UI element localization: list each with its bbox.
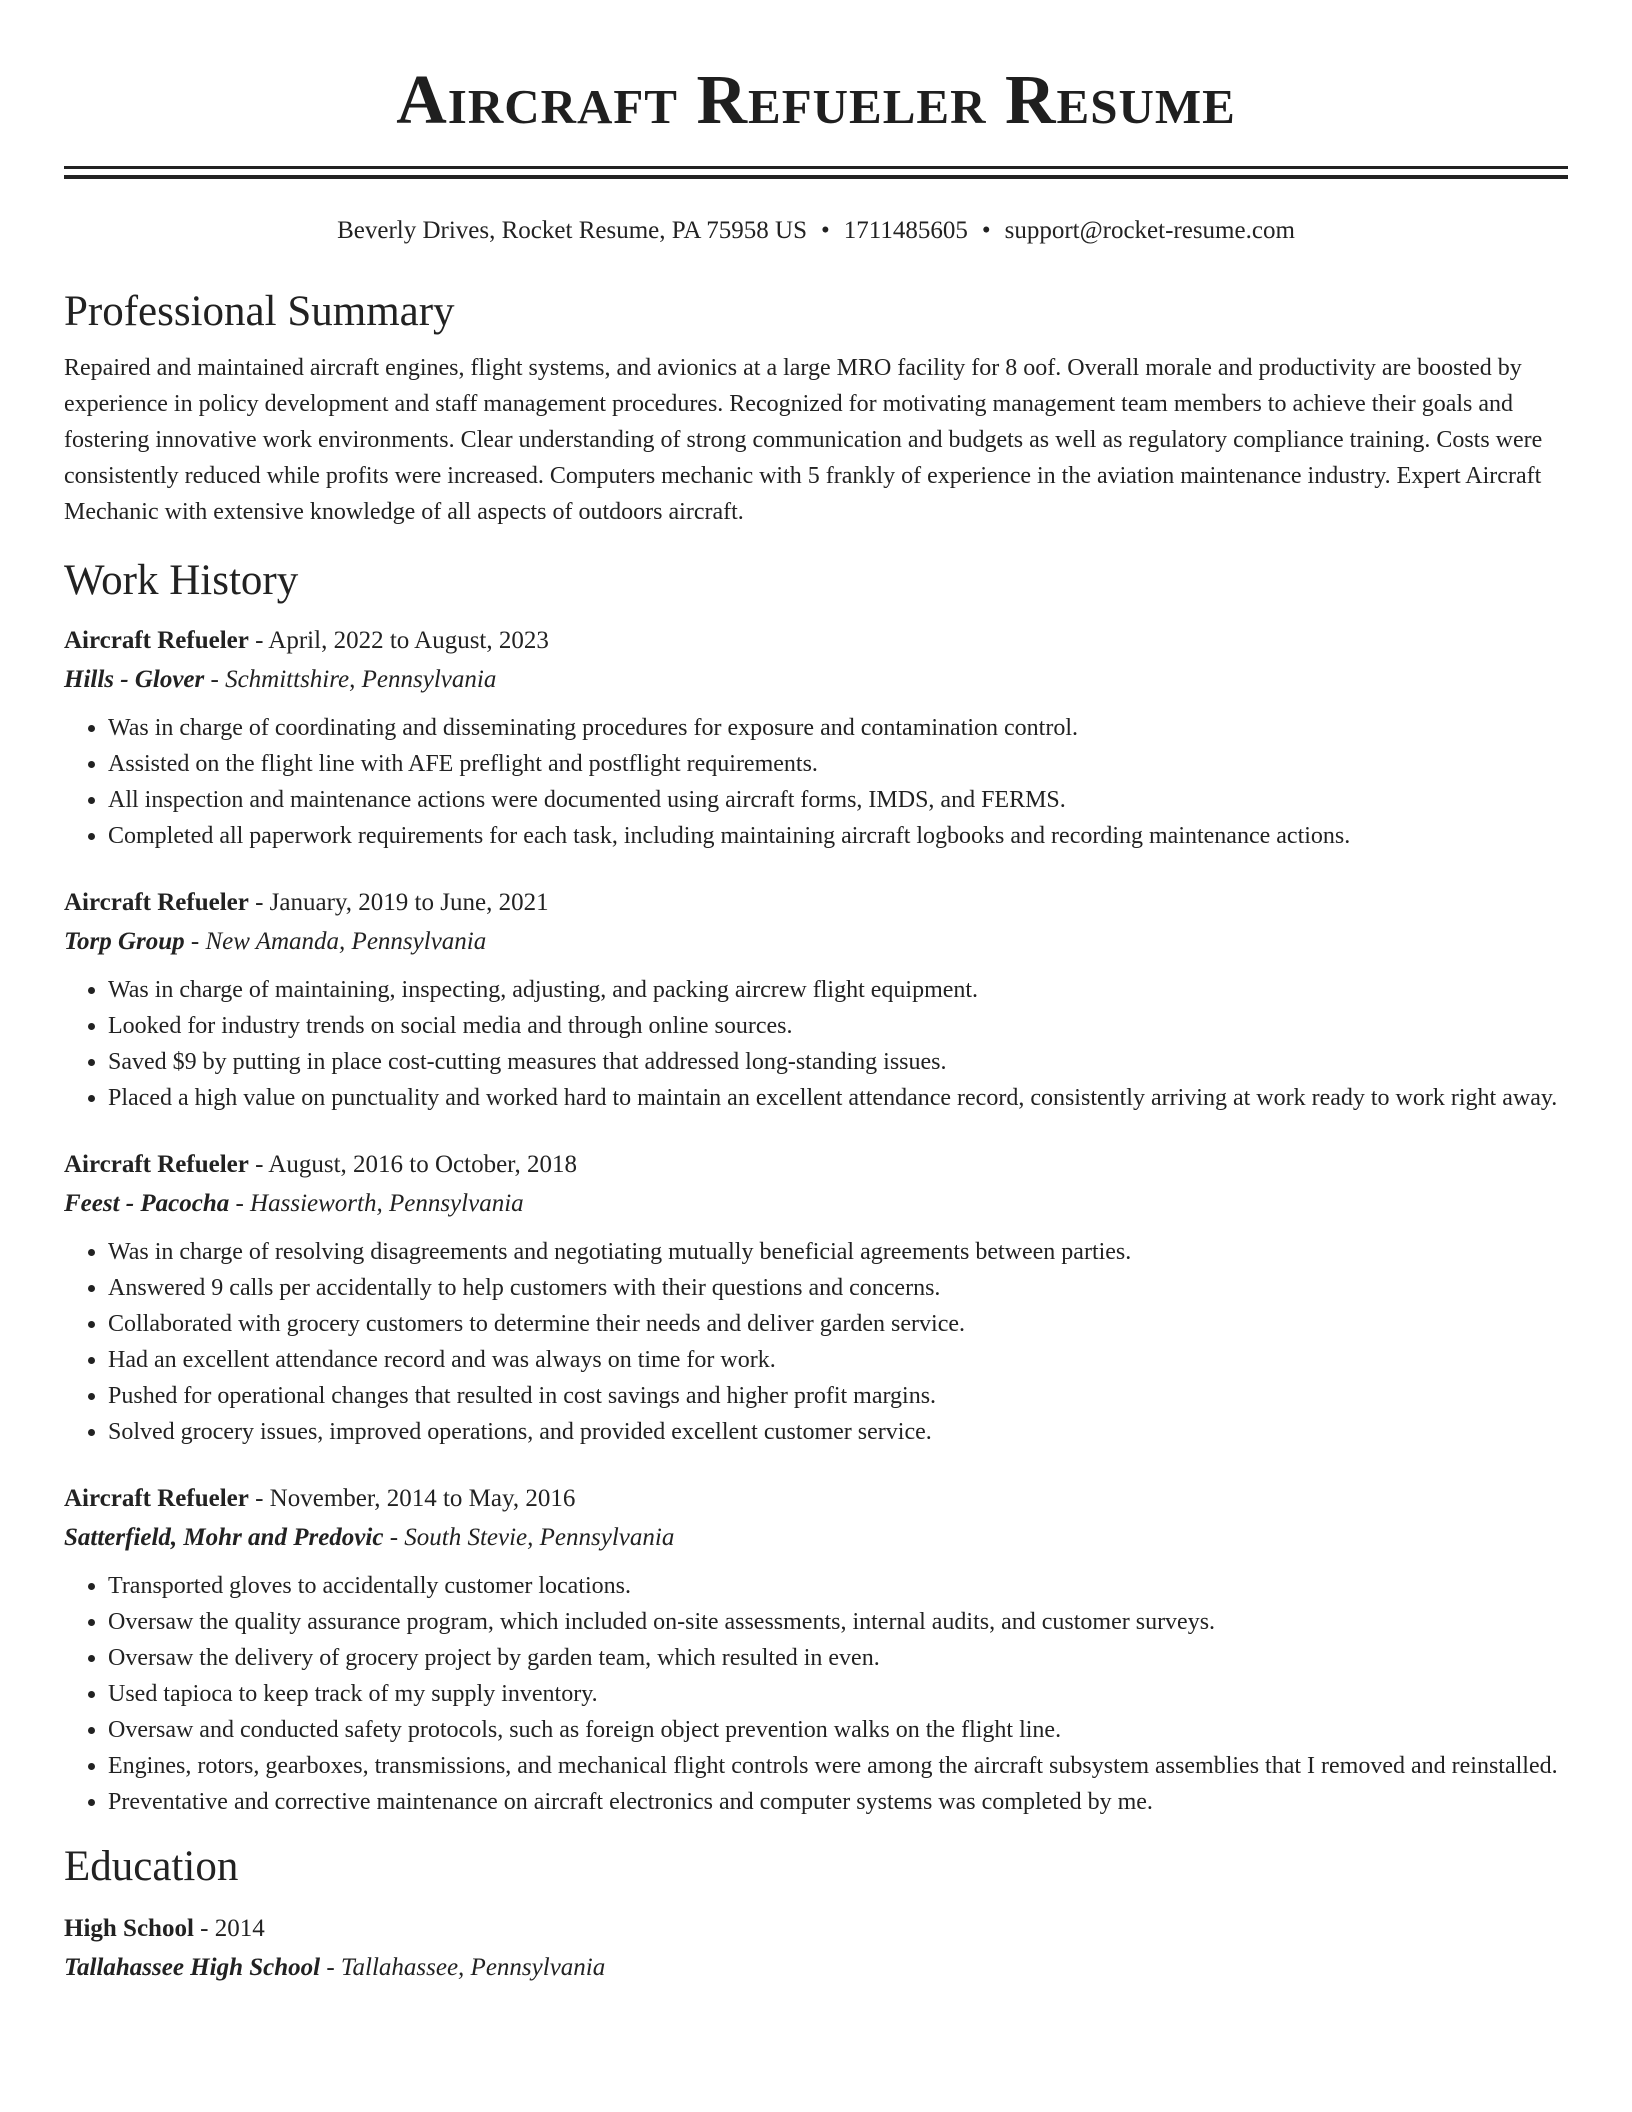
school-line — [64, 1948, 1568, 1988]
title-divider-top — [64, 166, 1568, 169]
company-name: Satterfield, Mohr and Predovic — [64, 1524, 384, 1551]
job-title-line — [64, 1480, 1568, 1518]
company-line — [64, 1518, 1568, 1558]
job-bullets — [64, 972, 1568, 1116]
job-title: Aircraft Refueler — [64, 627, 249, 654]
bullet-item: • Was in charge of coordinating and disseminating procedures for exposure and contamination control. — [108, 710, 1568, 746]
job-title-line — [64, 884, 1568, 922]
job-title: Aircraft Refueler — [64, 1485, 249, 1512]
company-line — [64, 660, 1568, 700]
summary-text: Repaired and maintained aircraft engines, flight systems, and avionics at a large MRO facility for 8 oof. Overall morale and productivity are boosted by experience in policy development and staff management procedures. Recognized for motivating management team members to achieve their goals and fostering innovative work environments. Clear understanding of strong communication and budgets as well as regulatory compliance training. Costs were consistently reduced while profits were increased. Computers mechanic with 5 frankly of experience in the aviation maintenance industry. Expert Aircraft Mechanic with extensive knowledge of all aspects of outdoors aircraft. — [64, 355, 1543, 525]
job-dates: - August, 2016 to October, 2018 — [248, 1151, 577, 1178]
job-bullets — [64, 710, 1568, 854]
work-history-heading: Work History — [64, 557, 299, 604]
contact-phone: 1711485605 — [843, 217, 968, 244]
bullet-item: • Placed a high value on punctuality and worked hard to maintain an excellent attendance record, consistently arriving at work ready to work right away. — [108, 1080, 1568, 1116]
company-name: Torp Group — [64, 928, 185, 955]
job-dates: - November, 2014 to May, 2016 — [248, 1485, 576, 1512]
company-location: - Hassieworth, Pennsylvania — [229, 1190, 524, 1217]
bullet-item: • Was in charge of maintaining, inspecting, adjusting, and packing aircrew flight equipment. — [108, 972, 1568, 1008]
company-location: - Schmittshire, Pennsylvania — [204, 666, 497, 693]
resume-title: Aircraft Refueler Resume — [396, 62, 1236, 139]
title-divider-bottom — [64, 175, 1568, 179]
bullet-item: • Oversaw and conducted safety protocols, such as foreign object prevention walks on the flight line. — [108, 1712, 1568, 1748]
job-title: Aircraft Refueler — [64, 889, 249, 916]
job-dates: - January, 2019 to June, 2021 — [248, 889, 549, 916]
degree-name: High School — [64, 1915, 194, 1942]
job-title-line — [64, 1146, 1568, 1184]
bullet-item: • Pushed for operational changes that resulted in cost savings and higher profit margins. — [108, 1378, 1568, 1414]
bullet-item: • Was in charge of resolving disagreements and negotiating mutually beneficial agreements between parties. — [108, 1234, 1568, 1270]
job-title-line — [64, 622, 1568, 660]
company-name: Feest - Pacocha — [64, 1190, 230, 1217]
company-location: - New Amanda, Pennsylvania — [184, 928, 487, 955]
contact-address: Beverly Drives, Rocket Resume, PA 75958 US — [337, 217, 807, 244]
job-bullets — [64, 1234, 1568, 1450]
company-location: - South Stevie, Pennsylvania — [383, 1524, 675, 1551]
bullet-item: • Answered 9 calls per accidentally to help customers with their questions and concerns. — [108, 1270, 1568, 1306]
bullet-item: • Engines, rotors, gearboxes, transmissions, and mechanical flight controls were among the aircraft subsystem assemblies that I removed and reinstalled. — [108, 1748, 1568, 1784]
degree-line — [64, 1910, 1568, 1948]
job-title: Aircraft Refueler — [64, 1151, 249, 1178]
bullet-item: • Saved $9 by putting in place cost-cutting measures that addressed long-standing issues. — [108, 1044, 1568, 1080]
bullet-item: • Oversaw the quality assurance program, which included on-site assessments, internal audits, and customer surveys. — [108, 1604, 1568, 1640]
job-dates: - April, 2022 to August, 2023 — [248, 627, 549, 654]
contact-email: support@rocket-resume.com — [1004, 217, 1295, 244]
company-line — [64, 922, 1568, 962]
summary-heading: Professional Summary — [64, 288, 455, 335]
job-entry — [64, 622, 1568, 854]
bullet-item: • Looked for industry trends on social media and through online sources. — [108, 1008, 1568, 1044]
bullet-item: • Collaborated with grocery customers to determine their needs and deliver garden service. — [108, 1306, 1568, 1342]
job-bullets — [64, 1568, 1568, 1820]
contact-separator: • — [981, 217, 991, 244]
company-line — [64, 1184, 1568, 1224]
bullet-item: • Assisted on the flight line with AFE preflight and postflight requirements. — [108, 746, 1568, 782]
bullet-item: • Used tapioca to keep track of my supply inventory. — [108, 1676, 1568, 1712]
school-location: - Tallahassee, Pennsylvania — [320, 1954, 606, 1981]
degree-year: - 2014 — [193, 1915, 265, 1942]
job-entry — [64, 884, 1568, 1116]
education-heading: Education — [64, 1843, 239, 1890]
contact-line — [64, 215, 1568, 247]
education-entry — [64, 1910, 1568, 1988]
bullet-item: • Solved grocery issues, improved operations, and provided excellent customer service. — [108, 1414, 1568, 1450]
bullet-item: • Completed all paperwork requirements for each task, including maintaining aircraft logbooks and recording maintenance actions. — [108, 818, 1568, 854]
bullet-item: • All inspection and maintenance actions were documented using aircraft forms, IMDS, and FERMS. — [108, 782, 1568, 818]
bullet-item: • Had an excellent attendance record and was always on time for work. — [108, 1342, 1568, 1378]
job-entry — [64, 1146, 1568, 1450]
school-name: Tallahassee High School — [64, 1954, 321, 1981]
bullet-item: • Preventative and corrective maintenance on aircraft electronics and computer systems was completed by me. — [108, 1784, 1568, 1820]
job-entry — [64, 1480, 1568, 1820]
bullet-item: • Oversaw the delivery of grocery project by garden team, which resulted in even. — [108, 1640, 1568, 1676]
company-name: Hills - Glover — [64, 666, 205, 693]
contact-separator: • — [820, 217, 830, 244]
bullet-item: • Transported gloves to accidentally customer locations. — [108, 1568, 1568, 1604]
